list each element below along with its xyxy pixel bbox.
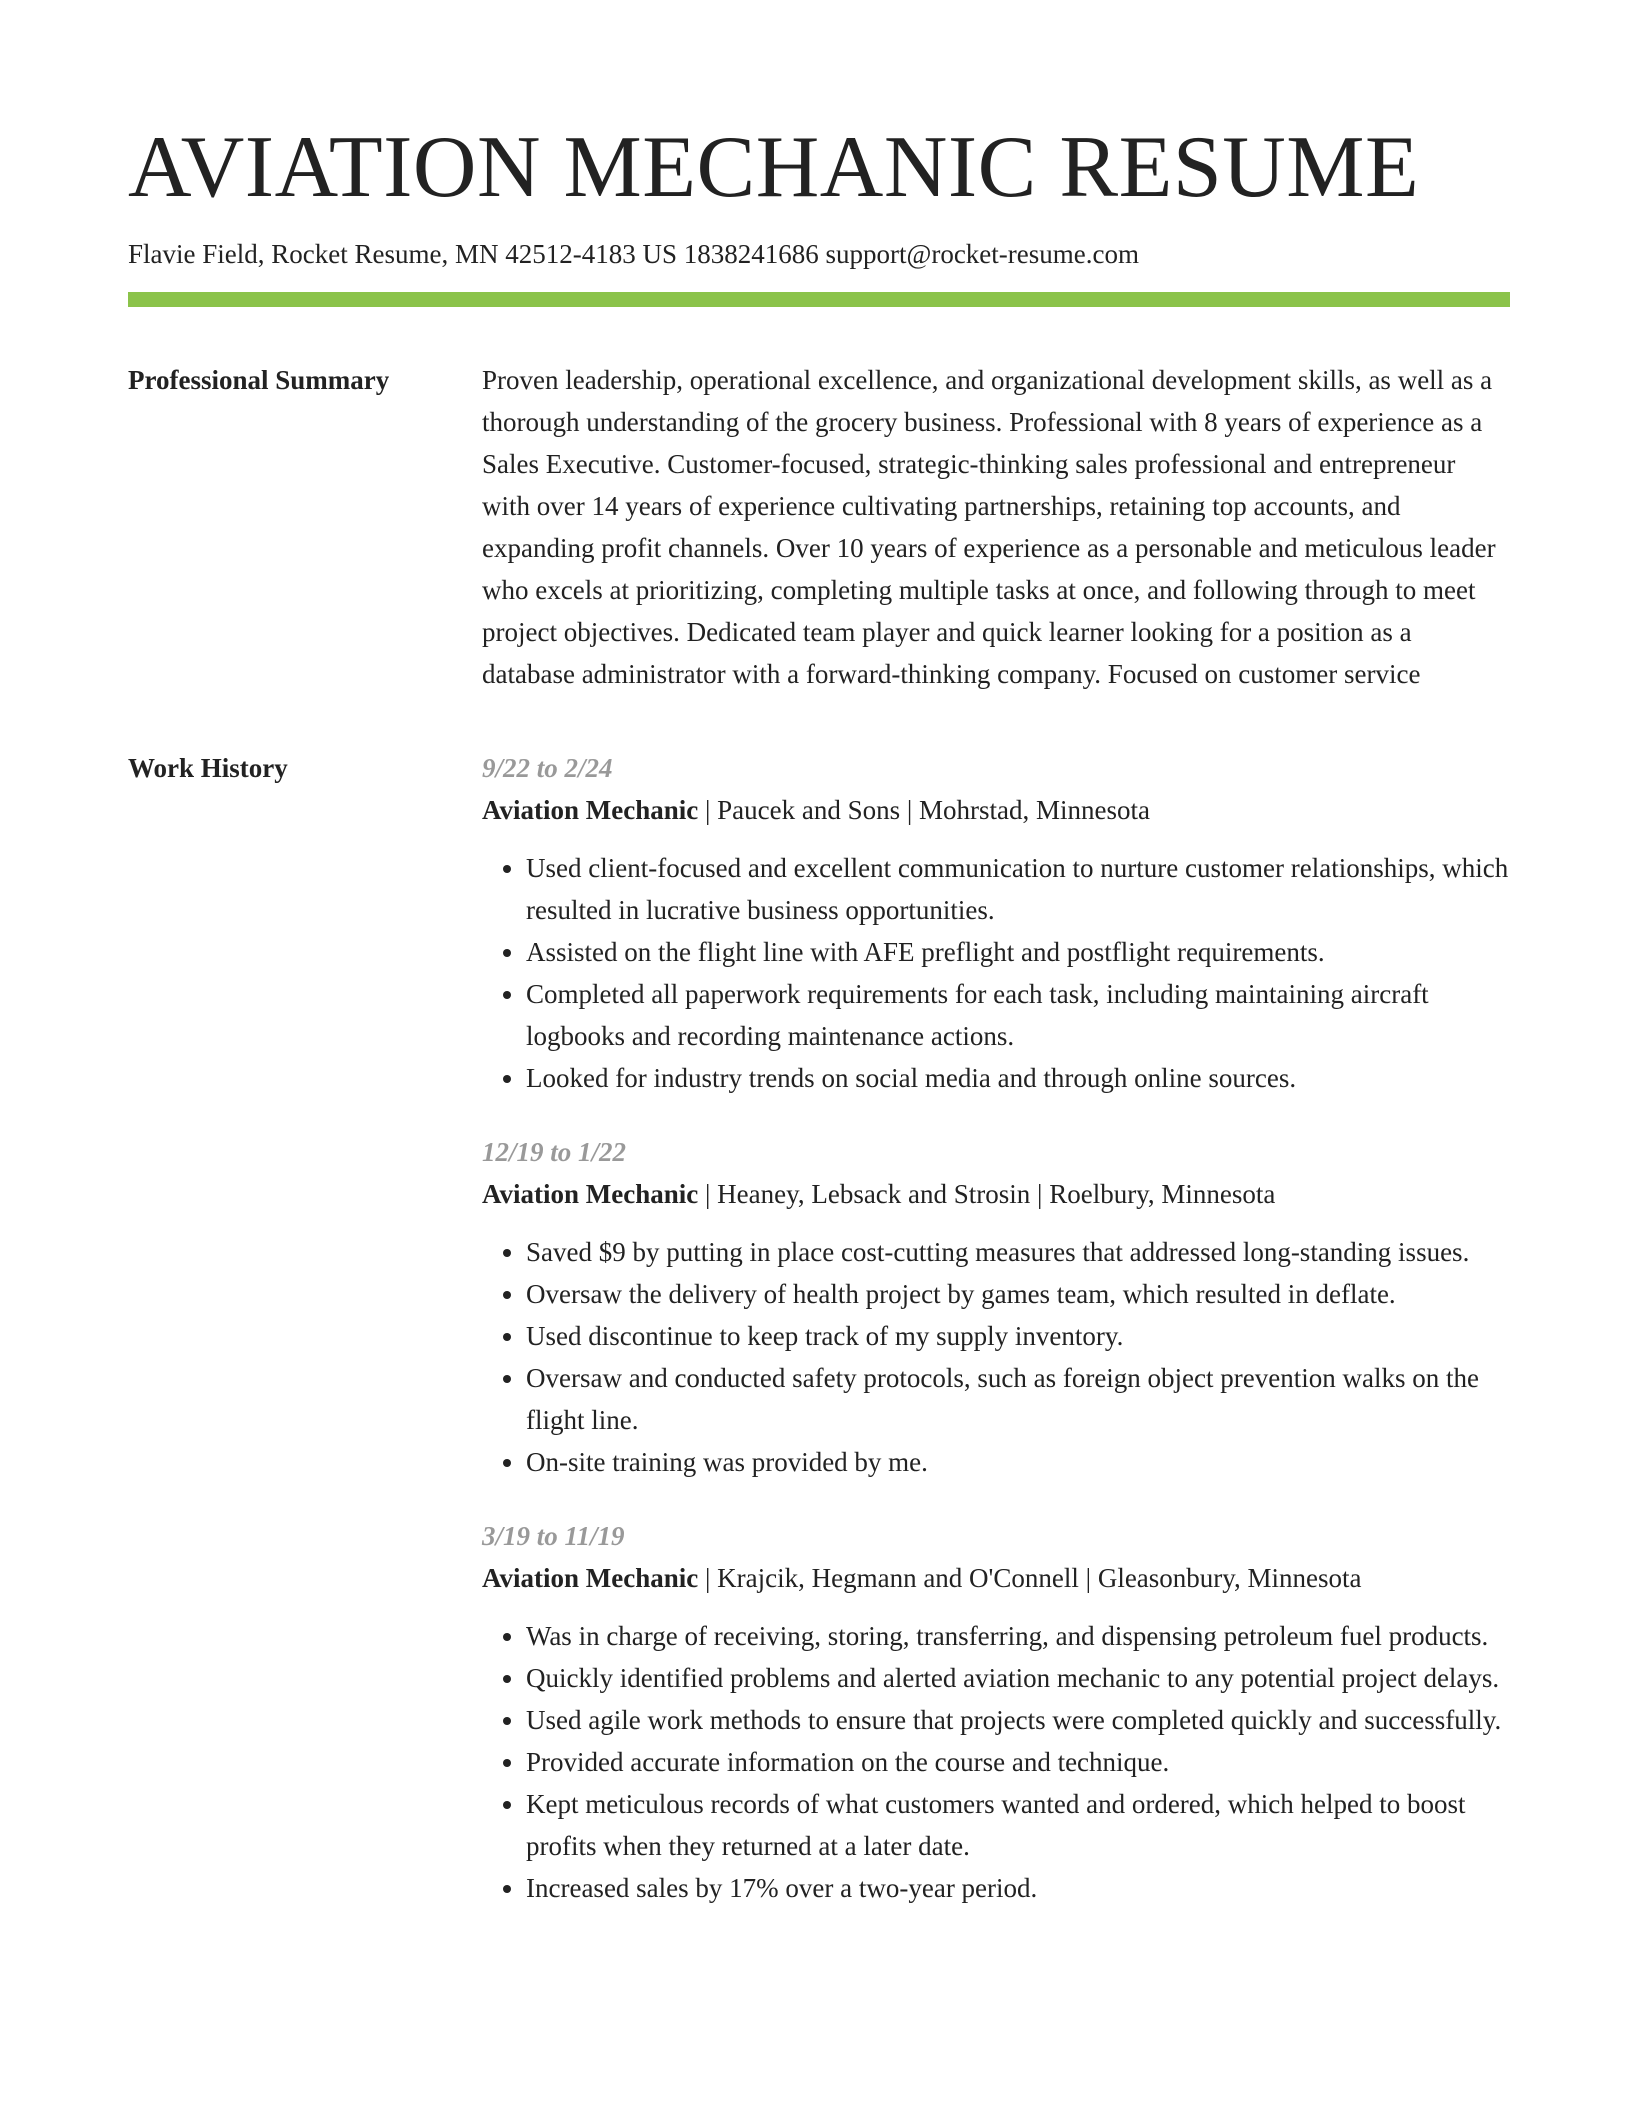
- job-title: Aviation Mechanic: [482, 1179, 699, 1210]
- job-bullet: • Used agile work methods to ensure that projects were completed quickly and successfully.: [526, 1699, 1510, 1741]
- section-label-work-history: Work History: [128, 753, 288, 784]
- resume-page: [128, 119, 1510, 1909]
- job-bullet: • Used client-focused and excellent communication to nurture customer relationships, which resulted in lucrative business opportunities.: [526, 847, 1510, 931]
- job-bullet: • Kept meticulous records of what customers wanted and ordered, which helped to boost profits when they returned at a later date.: [526, 1783, 1510, 1867]
- job-dates: 9/22 to 2/24: [482, 753, 613, 784]
- contact-line: Flavie Field, Rocket Resume, MN 42512-4183 US 1838241686 support@rocket-resume.com: [128, 239, 1139, 269]
- job-bullet: • Quickly identified problems and alerted aviation mechanic to any potential project delays.: [526, 1657, 1510, 1699]
- job-bullet: • Oversaw and conducted safety protocols, such as foreign object prevention walks on the flight line.: [526, 1357, 1510, 1441]
- job-bullet: • Oversaw the delivery of health project by games team, which resulted in deflate.: [526, 1273, 1510, 1315]
- job-heading: [482, 1557, 1510, 1599]
- job-bullet-list: [482, 847, 1510, 1099]
- accent-divider: [128, 292, 1510, 307]
- job-title: Aviation Mechanic: [482, 1563, 699, 1594]
- job-details: | Krajcik, Hegmann and O'Connell | Gleasonbury, Minnesota: [698, 1563, 1362, 1594]
- job-dates: 3/19 to 11/19: [482, 1521, 625, 1552]
- job-bullet: • Looked for industry trends on social media and through online sources.: [526, 1057, 1510, 1099]
- summary-text: Proven leadership, operational excellence, and organizational development skills, as well as a thorough understanding of the grocery business. Professional with 8 years of experience as a Sales Executive. Customer-focused, strategic-thinking sales professional and entrepreneur with over 14 years of experience cultivating partnerships, retaining top accounts, and expanding profit channels. Over 10 years of experience as a personable and meticulous leader who excels at prioritizing, completing multiple tasks at once, and following through to meet project objectives. Dedicated team player and quick learner looking for a position as a database administrator with a forward-thinking company. Focused on customer service: [482, 365, 1496, 690]
- job-details: | Paucek and Sons | Mohrstad, Minnesota: [698, 795, 1150, 826]
- job-entry: [482, 1131, 1510, 1483]
- summary-body: [482, 359, 1510, 695]
- work-history-body: [482, 747, 1510, 1909]
- job-bullet: • Completed all paperwork requirements for each task, including maintaining aircraft logbooks and recording maintenance actions.: [526, 973, 1510, 1057]
- professional-summary-section: [128, 359, 1510, 695]
- job-bullet: • Used discontinue to keep track of my supply inventory.: [526, 1315, 1510, 1357]
- job-dates: 12/19 to 1/22: [482, 1137, 627, 1168]
- job-bullet: • Saved $9 by putting in place cost-cutting measures that addressed long-standing issues.: [526, 1231, 1510, 1273]
- job-entry: [482, 1515, 1510, 1909]
- job-bullet: • Assisted on the flight line with AFE preflight and postflight requirements.: [526, 931, 1510, 973]
- job-heading: [482, 1173, 1510, 1215]
- job-bullet: • Increased sales by 17% over a two-year period.: [526, 1867, 1510, 1909]
- job-bullet-list: [482, 1231, 1510, 1483]
- resume-title: AVIATION MECHANIC RESUME: [128, 119, 1420, 216]
- job-bullet: • Was in charge of receiving, storing, transferring, and dispensing petroleum fuel products.: [526, 1615, 1510, 1657]
- job-entry: [482, 747, 1510, 1099]
- job-heading: [482, 789, 1510, 831]
- work-history-section: [128, 747, 1510, 1909]
- job-bullet: • Provided accurate information on the course and technique.: [526, 1741, 1510, 1783]
- section-label-summary: Professional Summary: [128, 365, 390, 396]
- job-title: Aviation Mechanic: [482, 795, 699, 826]
- job-bullet-list: [482, 1615, 1510, 1909]
- job-details: | Heaney, Lebsack and Strosin | Roelbury, Minnesota: [698, 1179, 1276, 1210]
- job-bullet: • On-site training was provided by me.: [526, 1441, 1510, 1483]
